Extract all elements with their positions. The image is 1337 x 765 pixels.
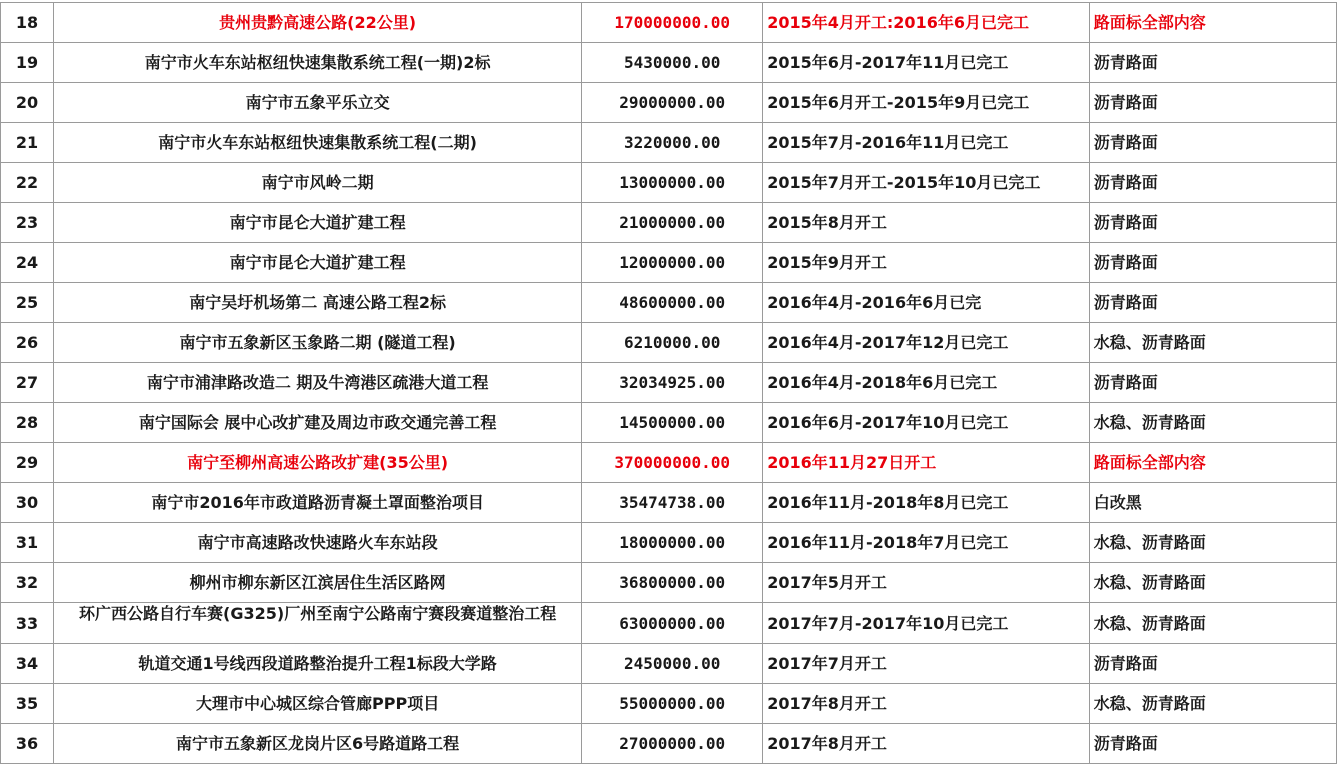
contract-amount-cell[interactable]: 32034925.00: [582, 363, 763, 403]
table-row: [1, 443, 1337, 483]
construction-period-cell[interactable]: 2017年5月开工: [763, 563, 1090, 603]
row-number-cell[interactable]: 25: [1, 283, 54, 323]
work-content-cell[interactable]: 沥青路面: [1089, 163, 1336, 203]
project-name-cell[interactable]: 贵州贵黔高速公路(22公里): [54, 3, 582, 43]
project-name-cell[interactable]: 南宁市火车东站枢纽快速集散系统工程(二期): [54, 123, 582, 163]
row-number-cell[interactable]: 35: [1, 684, 54, 724]
contract-amount-cell[interactable]: 55000000.00: [582, 684, 763, 724]
work-content-cell[interactable]: 水稳、沥青路面: [1089, 403, 1336, 443]
table-row: [1, 644, 1337, 684]
construction-period-cell[interactable]: 2015年6月开工-2015年9月已完工: [763, 83, 1090, 123]
table-row: [1, 3, 1337, 43]
project-name-cell[interactable]: 南宁国际会 展中心改扩建及周边市政交通完善工程: [54, 403, 582, 443]
work-content-cell[interactable]: 沥青路面: [1089, 43, 1336, 83]
work-content-cell[interactable]: 沥青路面: [1089, 283, 1336, 323]
project-name-cell[interactable]: 南宁市五象新区龙岗片区6号路道路工程: [54, 724, 582, 764]
row-number-cell[interactable]: 20: [1, 83, 54, 123]
work-content-cell[interactable]: 沥青路面: [1089, 243, 1336, 283]
row-number-cell[interactable]: 26: [1, 323, 54, 363]
project-name-cell[interactable]: 南宁市五象平乐立交: [54, 83, 582, 123]
construction-period-cell[interactable]: 2017年8月开工: [763, 684, 1090, 724]
row-number-cell[interactable]: 32: [1, 563, 54, 603]
row-number-cell[interactable]: 24: [1, 243, 54, 283]
contract-amount-cell[interactable]: 63000000.00: [582, 603, 763, 644]
table-row: [1, 203, 1337, 243]
work-content-cell[interactable]: 沥青路面: [1089, 724, 1336, 764]
contract-amount-cell[interactable]: 370000000.00: [582, 443, 763, 483]
construction-period-cell[interactable]: 2016年4月-2018年6月已完工: [763, 363, 1090, 403]
construction-period-cell[interactable]: 2016年11月-2018年8月已完工: [763, 483, 1090, 523]
project-table-body: [1, 3, 1337, 764]
work-content-cell[interactable]: 路面标全部内容: [1089, 443, 1336, 483]
construction-period-cell[interactable]: 2015年8月开工: [763, 203, 1090, 243]
construction-period-cell[interactable]: 2015年4月开工:2016年6月已完工: [763, 3, 1090, 43]
construction-period-cell[interactable]: 2017年7月-2017年10月已完工: [763, 603, 1090, 644]
table-row: [1, 363, 1337, 403]
table-row: [1, 163, 1337, 203]
project-name-cell[interactable]: 柳州市柳东新区江滨居住生活区路网: [54, 563, 582, 603]
row-number-cell[interactable]: 19: [1, 43, 54, 83]
work-content-cell[interactable]: 沥青路面: [1089, 363, 1336, 403]
table-row: [1, 123, 1337, 163]
project-name-cell[interactable]: 南宁市昆仑大道扩建工程: [54, 203, 582, 243]
contract-amount-cell[interactable]: 14500000.00: [582, 403, 763, 443]
contract-amount-cell[interactable]: 13000000.00: [582, 163, 763, 203]
row-number-cell[interactable]: 28: [1, 403, 54, 443]
contract-amount-cell[interactable]: 35474738.00: [582, 483, 763, 523]
contract-amount-cell[interactable]: 48600000.00: [582, 283, 763, 323]
work-content-cell[interactable]: 沥青路面: [1089, 83, 1336, 123]
work-content-cell[interactable]: 水稳、沥青路面: [1089, 323, 1336, 363]
row-number-cell[interactable]: 36: [1, 724, 54, 764]
table-row: [1, 724, 1337, 764]
row-number-cell[interactable]: 27: [1, 363, 54, 403]
table-row: [1, 83, 1337, 123]
table-row: [1, 483, 1337, 523]
construction-period-cell[interactable]: 2016年6月-2017年10月已完工: [763, 403, 1090, 443]
project-name-cell[interactable]: 南宁市风岭二期: [54, 163, 582, 203]
table-row: [1, 43, 1337, 83]
table-row: [1, 684, 1337, 724]
work-content-cell[interactable]: 水稳、沥青路面: [1089, 603, 1336, 644]
project-name-cell[interactable]: 南宁市2016年市政道路沥青凝土罩面整治项目: [54, 483, 582, 523]
project-table: [0, 2, 1337, 764]
table-row: [1, 523, 1337, 563]
project-name-cell[interactable]: 南宁至柳州高速公路改扩建(35公里): [54, 443, 582, 483]
row-number-cell[interactable]: 33: [1, 603, 54, 644]
table-row: [1, 243, 1337, 283]
row-number-cell[interactable]: 30: [1, 483, 54, 523]
contract-amount-cell[interactable]: 6210000.00: [582, 323, 763, 363]
contract-amount-cell[interactable]: 21000000.00: [582, 203, 763, 243]
construction-period-cell[interactable]: 2017年7月开工: [763, 644, 1090, 684]
project-name-cell[interactable]: 大理市中心城区综合管廊PPP项目: [54, 684, 582, 724]
construction-period-cell[interactable]: 2015年7月开工-2015年10月已完工: [763, 163, 1090, 203]
work-content-cell[interactable]: 白改黑: [1089, 483, 1336, 523]
construction-period-cell[interactable]: 2016年4月-2017年12月已完工: [763, 323, 1090, 363]
construction-period-cell[interactable]: 2016年11月-2018年7月已完工: [763, 523, 1090, 563]
project-name-cell[interactable]: 南宁市浦津路改造二 期及牛湾港区疏港大道工程: [54, 363, 582, 403]
table-row: [1, 283, 1337, 323]
row-number-cell[interactable]: 21: [1, 123, 54, 163]
work-content-cell[interactable]: 沥青路面: [1089, 203, 1336, 243]
work-content-cell[interactable]: 水稳、沥青路面: [1089, 523, 1336, 563]
contract-amount-cell[interactable]: 3220000.00: [582, 123, 763, 163]
work-content-cell[interactable]: 水稳、沥青路面: [1089, 684, 1336, 724]
project-name-cell[interactable]: 南宁吴圩机场第二 高速公路工程2标: [54, 283, 582, 323]
table-row: [1, 603, 1337, 644]
work-content-cell[interactable]: 路面标全部内容: [1089, 3, 1336, 43]
work-content-cell[interactable]: 水稳、沥青路面: [1089, 563, 1336, 603]
row-number-cell[interactable]: 22: [1, 163, 54, 203]
table-row: [1, 403, 1337, 443]
work-content-cell[interactable]: 沥青路面: [1089, 644, 1336, 684]
project-name-cell[interactable]: 南宁市火车东站枢纽快速集散系统工程(一期)2标: [54, 43, 582, 83]
project-name-cell[interactable]: 南宁市五象新区玉象路二期 (隧道工程): [54, 323, 582, 363]
construction-period-cell[interactable]: 2016年11月27日开工: [763, 443, 1090, 483]
row-number-cell[interactable]: 31: [1, 523, 54, 563]
contract-amount-cell[interactable]: 2450000.00: [582, 644, 763, 684]
contract-amount-cell[interactable]: 27000000.00: [582, 724, 763, 764]
project-name-cell[interactable]: 南宁市昆仑大道扩建工程: [54, 243, 582, 283]
contract-amount-cell[interactable]: 36800000.00: [582, 563, 763, 603]
construction-period-cell[interactable]: 2015年9月开工: [763, 243, 1090, 283]
work-content-cell[interactable]: 沥青路面: [1089, 123, 1336, 163]
contract-amount-cell[interactable]: 29000000.00: [582, 83, 763, 123]
construction-period-cell[interactable]: 2015年6月-2017年11月已完工: [763, 43, 1090, 83]
construction-period-cell[interactable]: 2017年8月开工: [763, 724, 1090, 764]
contract-amount-cell[interactable]: 12000000.00: [582, 243, 763, 283]
construction-period-cell[interactable]: 2016年4月-2016年6月已完: [763, 283, 1090, 323]
row-number-cell[interactable]: 18: [1, 3, 54, 43]
row-number-cell[interactable]: 34: [1, 644, 54, 684]
contract-amount-cell[interactable]: 18000000.00: [582, 523, 763, 563]
construction-period-cell[interactable]: 2015年7月-2016年11月已完工: [763, 123, 1090, 163]
contract-amount-cell[interactable]: 170000000.00: [582, 3, 763, 43]
contract-amount-cell[interactable]: 5430000.00: [582, 43, 763, 83]
project-name-cell[interactable]: 轨道交通1号线西段道路整治提升工程1标段大学路: [54, 644, 582, 684]
table-row: [1, 563, 1337, 603]
table-row: [1, 323, 1337, 363]
project-name-cell[interactable]: 环广西公路自行车赛(G325)厂州至南宁公路南宁赛段赛道整治工程: [54, 603, 582, 644]
project-name-cell[interactable]: 南宁市高速路改快速路火车东站段: [54, 523, 582, 563]
row-number-cell[interactable]: 23: [1, 203, 54, 243]
row-number-cell[interactable]: 29: [1, 443, 54, 483]
